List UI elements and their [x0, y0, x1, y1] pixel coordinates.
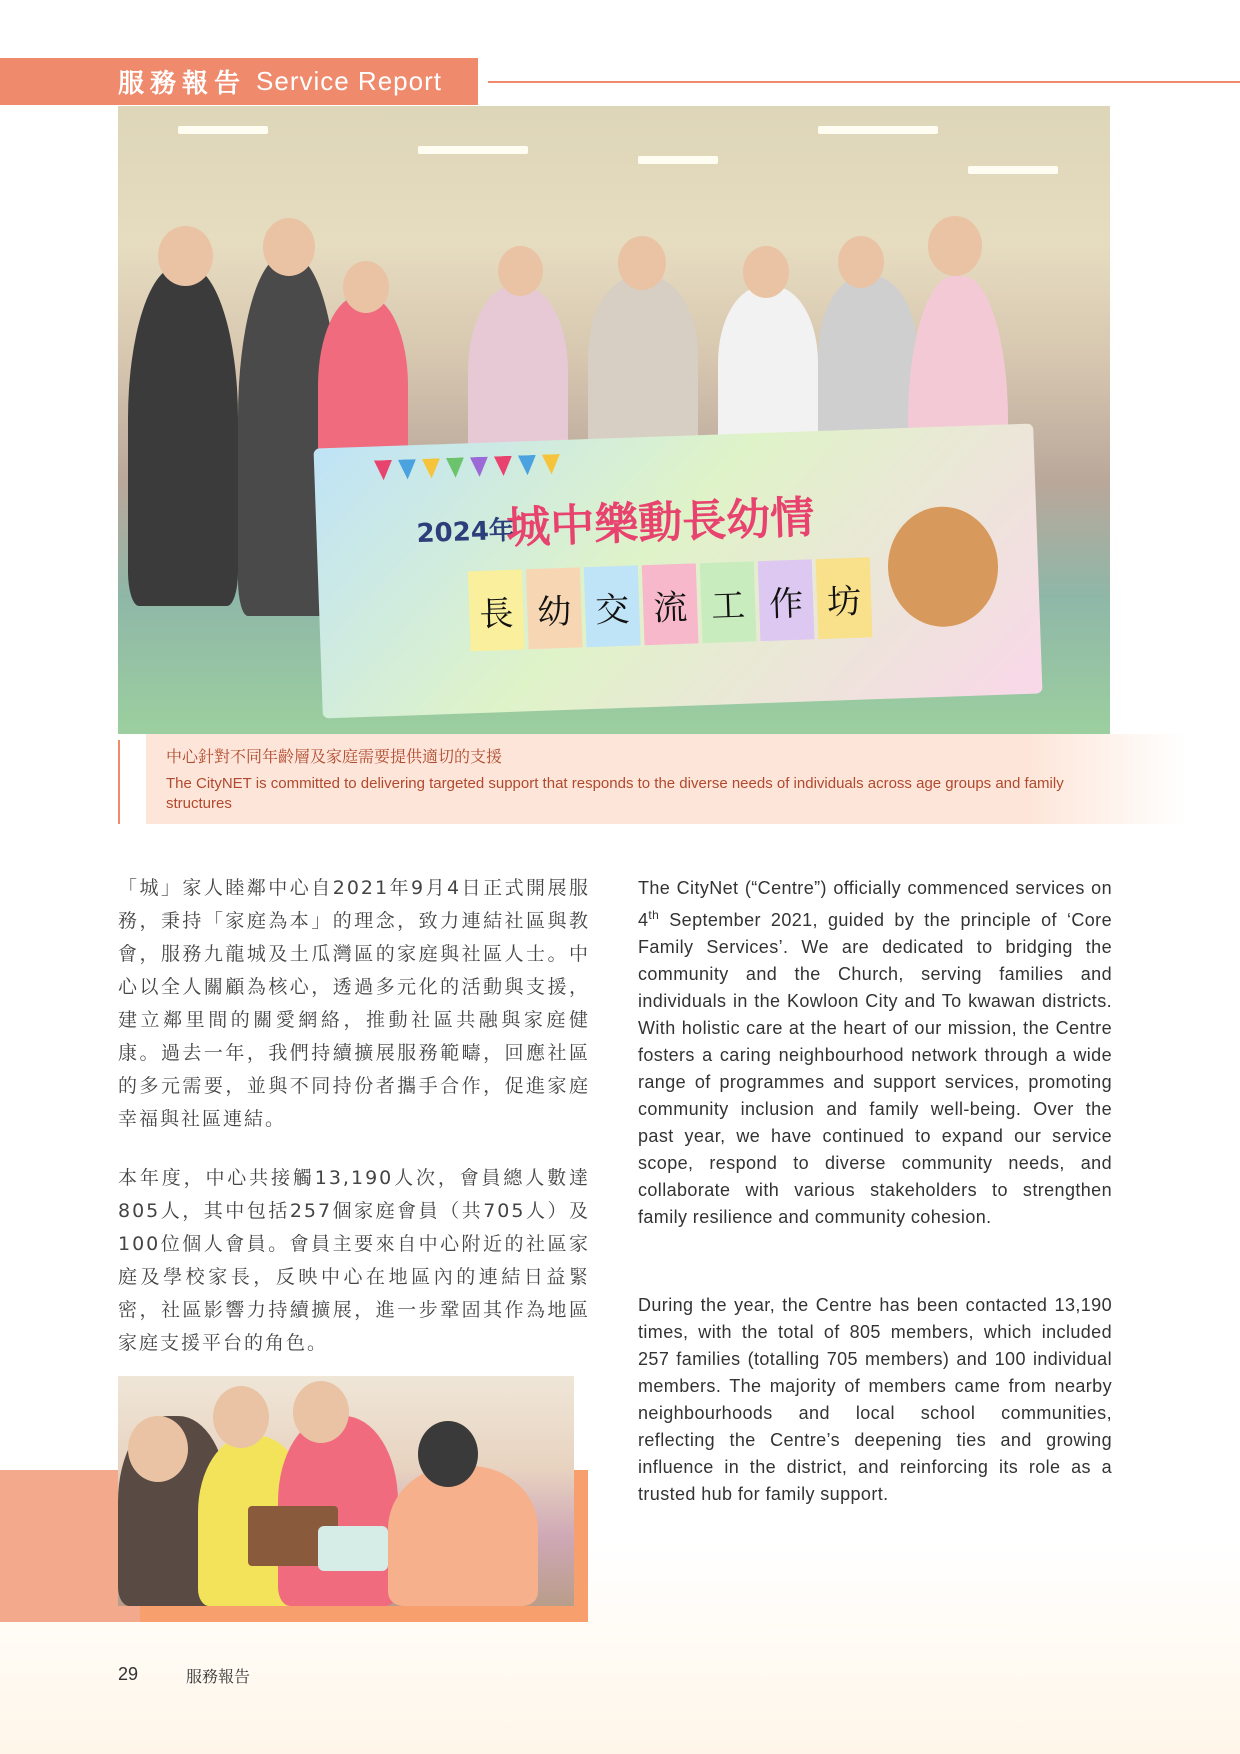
banner-card: 幼 [526, 567, 583, 649]
banner-title: 城中樂動長幼情 [505, 492, 816, 554]
ordinal-suffix: th [648, 908, 660, 922]
group-photo [118, 106, 1110, 734]
page-number: 29 [118, 1664, 139, 1684]
photo-caption [146, 734, 1186, 824]
body-en-p1-start: The CityNet (“Centre”) officially commenced services on 4 [638, 878, 1112, 930]
bunting-decoration [374, 454, 561, 480]
body-zh-paragraph-1: 「城」家人睦鄰中心自2021年9月4日正式開展服務，秉持「家庭為本」的理念，致力連結社區與教會，服務九龍城及土瓜灣區的家庭與社區人士。中心以全人關顧為核心，透過多元化的活動與支援，建立鄰里間的關愛網絡，推動社區共融與家庭健康。過去一年，我們持續擴展服務範疇，回應社區的多元需要，並與不同持份者攜手合作，促進家庭幸福與社區連結。 [118, 877, 590, 1130]
banner-card: 作 [758, 559, 815, 641]
section-title-zh: 服務報告 [118, 68, 247, 98]
section-title-en: Service Report [256, 66, 442, 96]
banner-workshop-cards [468, 557, 873, 651]
banner-card: 長 [468, 569, 525, 651]
body-en-p1-rest: September 2021, guided by the principle of ‘Core Family Services’. We are dedicated to bridging the community and the Church, serving families and individuals in the Kowloon City and To kwawan districts. With holistic care at the heart of our mission, the Centre fosters a caring neighbourhood network through a wide range of programmes and support services, promoting community inclusion and family well-being. Over the past year, we have continued to expand our service scope, respond to diverse community needs, and collaborate with various stakeholders to strengthen family resilience and community cohesion. [638, 910, 1112, 1227]
banner-card: 工 [700, 561, 757, 643]
caption-accent-rule [118, 740, 120, 824]
banner-card: 交 [584, 565, 641, 647]
teddy-bear-illustration [886, 505, 1000, 629]
caption-en: The CityNET is committed to delivering targeted support that responds to the diverse needs of individuals across age groups and family structures [166, 775, 1064, 812]
banner-year: 2024年 [416, 515, 516, 550]
banner-card: 坊 [816, 557, 873, 639]
event-banner [314, 424, 1043, 719]
caption-zh: 中心針對不同年齡層及家庭需要提供適切的支援 [166, 747, 503, 766]
footer-section-label: 服務報告 [186, 1667, 251, 1686]
body-en-paragraph-2: During the year, the Centre has been contacted 13,190 times, with the total of 805 members, which included 257 families (totalling 705 members) and 100 individual members. The majority of members came from nearby neighbourhoods and local school communities, reflecting the Centre’s deepening ties and growing influence in the district, and reinforcing its role as a trusted hub for family support. [638, 1295, 1112, 1504]
banner-card: 流 [642, 563, 699, 645]
body-zh-paragraph-2: 本年度，中心共接觸13,190人次，會員總人數達805人，其中包括257個家庭會員（共705人）及100位個人會員。會員主要來自中心附近的社區家庭及學校家長，反映中心在地區內的連結日益緊密，社區影響力持續擴展，進一步鞏固其作為地區家庭支援平台的角色。 [118, 1167, 590, 1354]
body-en-paragraph-1 [638, 875, 1112, 1231]
craft-activity-photo [118, 1376, 574, 1606]
section-header-bar [0, 58, 478, 105]
header-divider [488, 81, 1240, 83]
